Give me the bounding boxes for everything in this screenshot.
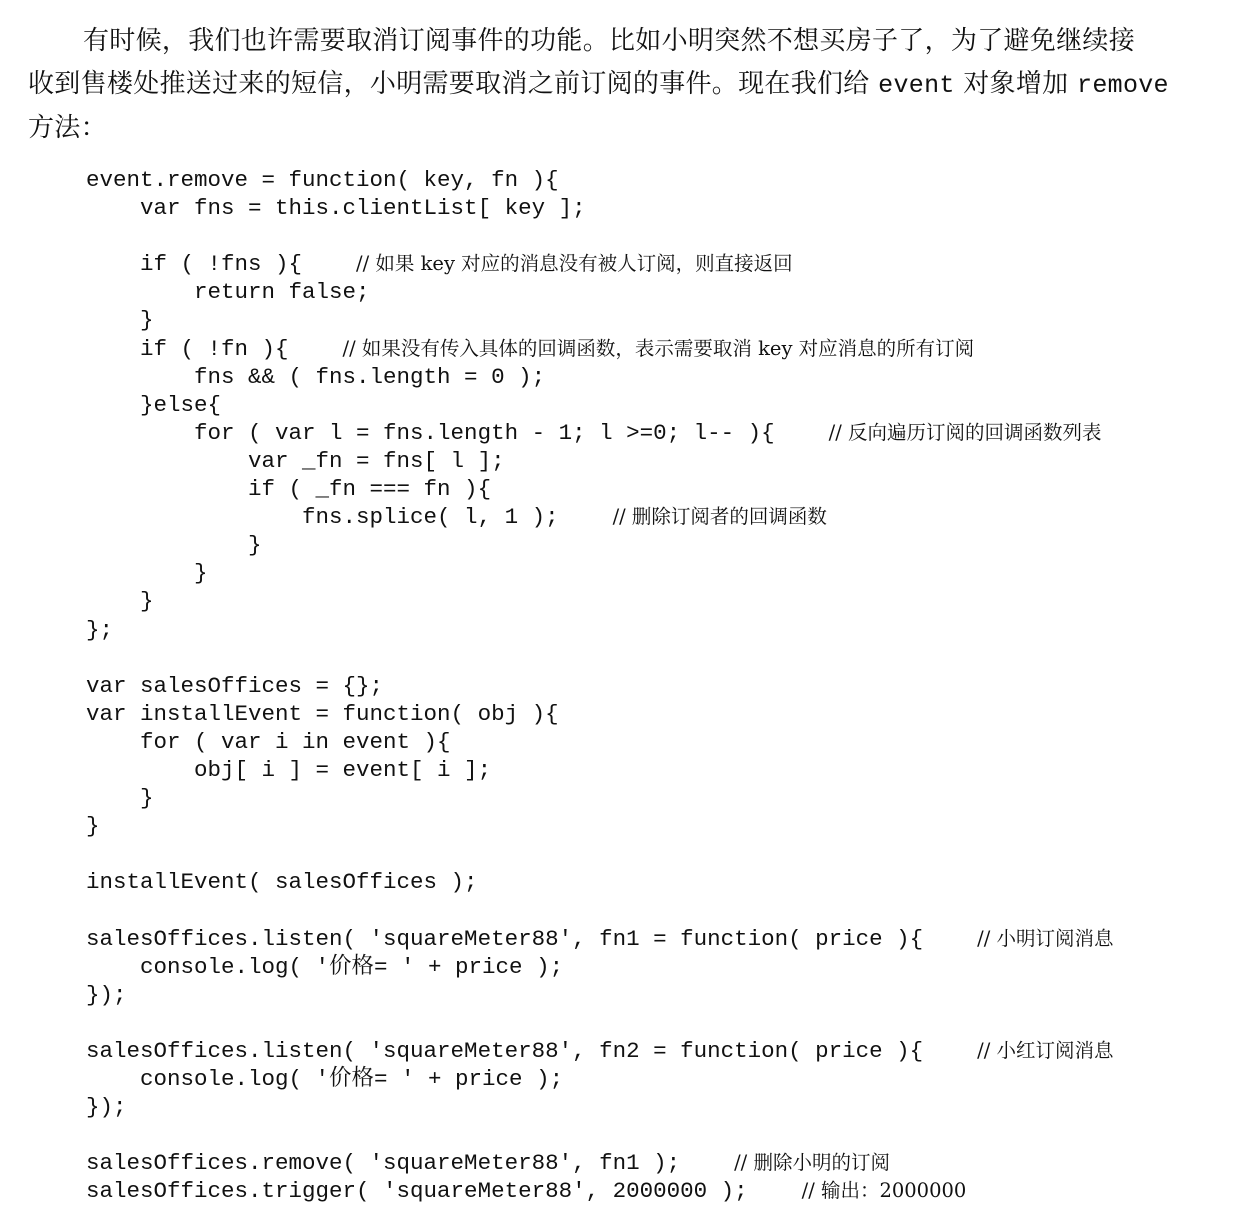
code-line: [86, 194, 1114, 222]
code-block: [86, 166, 1114, 1205]
code-line: [86, 1121, 1114, 1149]
code-text: if ( !fns ){: [86, 251, 357, 278]
code-line: [86, 531, 1114, 559]
code-line: [86, 587, 1114, 615]
code-text: if ( _fn === fn ){: [86, 476, 492, 503]
code-line: [86, 419, 1114, 447]
code-comment: // 删除订阅者的回调函数: [612, 505, 827, 529]
code-text: console.log( '价格= ' + price );: [86, 953, 564, 980]
code-text: }: [86, 307, 154, 334]
code-text: return false;: [86, 279, 370, 306]
code-line: [86, 250, 1114, 278]
code-text: salesOffices.trigger( 'squareMeter88', 2000000 );: [86, 1178, 802, 1205]
code-text: }: [86, 588, 154, 615]
intro-line-1: 有时候，我们也许需要取消订阅事件的功能。比如小明突然不想买房子了，为了避免继续接: [83, 26, 1136, 56]
code-comment: // 小红订阅消息: [977, 1038, 1114, 1062]
code-line: [86, 812, 1114, 840]
code-line: [86, 503, 1114, 531]
code-line: [86, 981, 1114, 1009]
intro-line-3: 方法：: [28, 113, 107, 143]
code-line: [86, 1037, 1114, 1065]
code-line: [86, 840, 1114, 868]
code-line: [86, 1093, 1114, 1121]
code-text: });: [86, 981, 127, 1008]
code-text: }: [86, 785, 154, 812]
code-line: [86, 222, 1114, 250]
code-line: [86, 166, 1114, 194]
code-line: [86, 784, 1114, 812]
code-line: [86, 1065, 1114, 1093]
code-line: [86, 925, 1114, 953]
code-text: var salesOffices = {};: [86, 672, 384, 699]
code-text: var _fn = fns[ l ];: [86, 447, 505, 474]
code-line: [86, 896, 1114, 924]
code-line: [86, 475, 1114, 503]
code-text: event.remove = function( key, fn ){: [86, 167, 559, 193]
code-line: [86, 700, 1114, 728]
code-comment: // 输出：2000000: [801, 1179, 967, 1203]
code-line: [86, 868, 1114, 896]
code-text: fns.splice( l, 1 );: [86, 504, 613, 531]
code-line: [86, 1177, 1114, 1205]
code-text: }else{: [86, 391, 222, 418]
code-comment: // 删除小明的订阅: [734, 1151, 890, 1175]
code-text: for ( var i in event ){: [86, 728, 451, 755]
code-line: [86, 644, 1114, 672]
code-text: console.log( '价格= ' + price );: [86, 1066, 564, 1092]
code-comment: // 反向遍历订阅的回调函数列表: [828, 420, 1102, 444]
code-text: if ( !fn ){: [86, 335, 343, 362]
code-text: };: [86, 616, 114, 643]
code-line: [86, 306, 1114, 334]
code-line: [86, 447, 1114, 475]
code-line: [86, 278, 1114, 306]
code-text: salesOffices.listen( 'squareMeter88', fn1 = function( price ){: [86, 925, 978, 952]
code-line: [86, 953, 1114, 981]
code-line: [86, 559, 1114, 587]
code-text: salesOffices.listen( 'squareMeter88', fn2 = function( price ){: [86, 1037, 978, 1064]
code-line: [86, 672, 1114, 700]
code-text: }: [86, 532, 262, 559]
inline-code-remove: remove: [1077, 71, 1169, 100]
code-text: installEvent( salesOffices );: [86, 869, 478, 896]
code-line: [86, 728, 1114, 756]
code-line: [86, 335, 1114, 363]
code-text: salesOffices.remove( 'squareMeter88', fn1 );: [86, 1150, 735, 1177]
code-line: [86, 616, 1114, 644]
code-text: obj[ i ] = event[ i ];: [86, 756, 492, 783]
code-line: [86, 756, 1114, 784]
intro-line-2b: 对象增加: [954, 69, 1078, 99]
code-line: [86, 1009, 1114, 1037]
code-line: [86, 1149, 1114, 1177]
code-comment: // 小明订阅消息: [977, 926, 1114, 950]
code-text: fns && ( fns.length = 0 );: [86, 363, 546, 390]
intro-paragraph: [28, 20, 1203, 150]
code-text: }: [86, 560, 208, 587]
code-text: var installEvent = function( obj ){: [86, 700, 559, 727]
inline-code-event: event: [878, 71, 955, 100]
code-text: var fns = this.clientList[ key ];: [86, 195, 586, 222]
code-text: for ( var l = fns.length - 1; l >=0; l-- ){: [86, 419, 829, 446]
code-text: }: [86, 813, 100, 840]
code-text: });: [86, 1094, 127, 1121]
code-comment: // 如果 key 对应的消息没有被人订阅，则直接返回: [356, 252, 793, 276]
code-line: [86, 391, 1114, 419]
intro-line-2a: 收到售楼处推送过来的短信，小明需要取消之前订阅的事件。现在我们给: [28, 69, 879, 99]
code-comment: // 如果没有传入具体的回调函数，表示需要取消 key 对应消息的所有订阅: [342, 336, 975, 360]
code-line: [86, 363, 1114, 391]
